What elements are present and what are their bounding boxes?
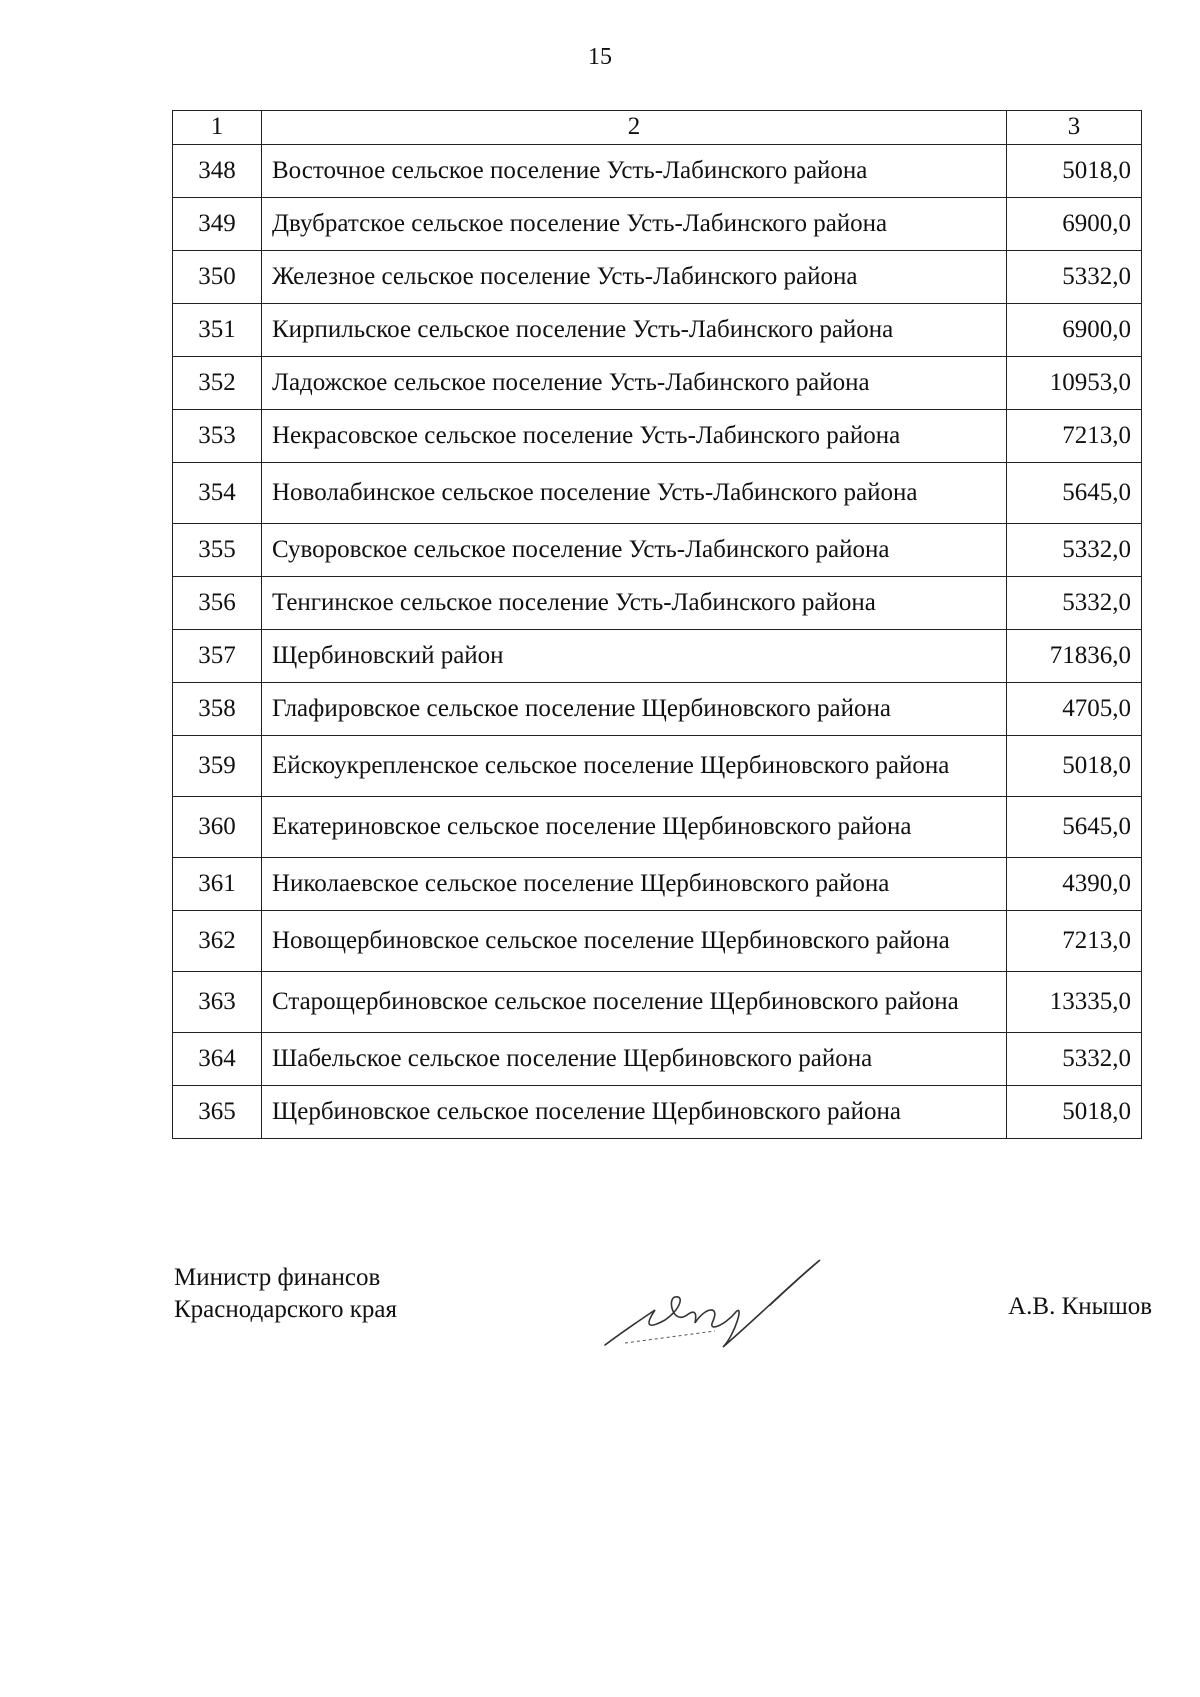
row-name-cell: Новощербиновское сельское поселение Щербиновского района [262,911,1007,972]
row-name-cell: Николаевское сельское поселение Щербиновского района [262,858,1007,911]
row-value-cell: 6900,0 [1007,198,1142,251]
row-name-cell: Железное сельское поселение Усть-Лабинского района [262,251,1007,304]
row-name-cell: Щербиновский район [262,630,1007,683]
table-row [173,736,1142,797]
row-number-cell: 353 [173,410,262,463]
table-row [173,357,1142,410]
position-line-1: Министр финансов [174,1264,381,1291]
row-name-cell: Новолабинское сельское поселение Усть-Лабинского района [262,463,1007,524]
row-number-cell: 363 [173,972,262,1033]
row-name-cell: Суворовское сельское поселение Усть-Лабинского района [262,524,1007,577]
row-name-cell: Старощербиновское сельское поселение Щербиновского района [262,972,1007,1033]
row-value-cell: 7213,0 [1007,911,1142,972]
row-number-cell: 359 [173,736,262,797]
row-number-cell: 350 [173,251,262,304]
row-value-cell: 5018,0 [1007,736,1142,797]
row-name-cell: Ейскоукрепленское сельское поселение Щербиновского района [262,736,1007,797]
row-name-cell: Двубратское сельское поселение Усть-Лабинского района [262,198,1007,251]
row-number-cell: 351 [173,304,262,357]
row-value-cell: 5645,0 [1007,797,1142,858]
row-number-cell: 355 [173,524,262,577]
row-number-cell: 349 [173,198,262,251]
row-value-cell: 4705,0 [1007,683,1142,736]
allocation-table [172,110,1142,1139]
row-number-cell: 361 [173,858,262,911]
table-row [173,251,1142,304]
row-value-cell: 5018,0 [1007,1086,1142,1139]
row-name-cell: Шабельское сельское поселение Щербиновского района [262,1033,1007,1086]
row-value-cell: 5332,0 [1007,251,1142,304]
table-row [173,858,1142,911]
row-value-cell: 4390,0 [1007,858,1142,911]
row-number-cell: 358 [173,683,262,736]
row-number-cell: 362 [173,911,262,972]
table-header-row [173,111,1142,145]
row-number-cell: 348 [173,145,262,198]
table-row [173,410,1142,463]
row-name-cell: Тенгинское сельское поселение Усть-Лабинского района [262,577,1007,630]
header-col-1: 1 [173,111,262,145]
row-value-cell: 5332,0 [1007,577,1142,630]
row-value-cell: 5332,0 [1007,524,1142,577]
table-row [173,1086,1142,1139]
row-value-cell: 5332,0 [1007,1033,1142,1086]
row-name-cell: Кирпильское сельское поселение Усть-Лабинского района [262,304,1007,357]
row-value-cell: 71836,0 [1007,630,1142,683]
row-name-cell: Екатериновское сельское поселение Щербиновского района [262,797,1007,858]
table-row [173,463,1142,524]
row-value-cell: 10953,0 [1007,357,1142,410]
table-row [173,524,1142,577]
table-row [173,911,1142,972]
table-row [173,577,1142,630]
signatory-name: А.В. Кнышов [1008,1293,1152,1320]
row-name-cell: Ладожское сельское поселение Усть-Лабинского района [262,357,1007,410]
row-number-cell: 365 [173,1086,262,1139]
row-name-cell: Глафировское сельское поселение Щербиновского района [262,683,1007,736]
row-value-cell: 13335,0 [1007,972,1142,1033]
page-number: 15 [588,44,612,70]
row-value-cell: 6900,0 [1007,304,1142,357]
row-number-cell: 354 [173,463,262,524]
row-number-cell: 352 [173,357,262,410]
table-row [173,304,1142,357]
table-row [173,145,1142,198]
table-row [173,683,1142,736]
signatory-position [174,1262,397,1326]
position-line-2: Краснодарского края [174,1296,397,1323]
table-row [173,630,1142,683]
table-row [173,198,1142,251]
handwritten-signature [595,1235,855,1355]
row-number-cell: 357 [173,630,262,683]
row-value-cell: 5645,0 [1007,463,1142,524]
row-name-cell: Восточное сельское поселение Усть-Лабинского района [262,145,1007,198]
row-name-cell: Щербиновское сельское поселение Щербиновского района [262,1086,1007,1139]
row-number-cell: 356 [173,577,262,630]
row-name-cell: Некрасовское сельское поселение Усть-Лабинского района [262,410,1007,463]
header-col-3: 3 [1007,111,1142,145]
table-row [173,972,1142,1033]
row-value-cell: 5018,0 [1007,145,1142,198]
header-col-2: 2 [262,111,1007,145]
row-number-cell: 360 [173,797,262,858]
table-row [173,797,1142,858]
row-value-cell: 7213,0 [1007,410,1142,463]
row-number-cell: 364 [173,1033,262,1086]
table-row [173,1033,1142,1086]
